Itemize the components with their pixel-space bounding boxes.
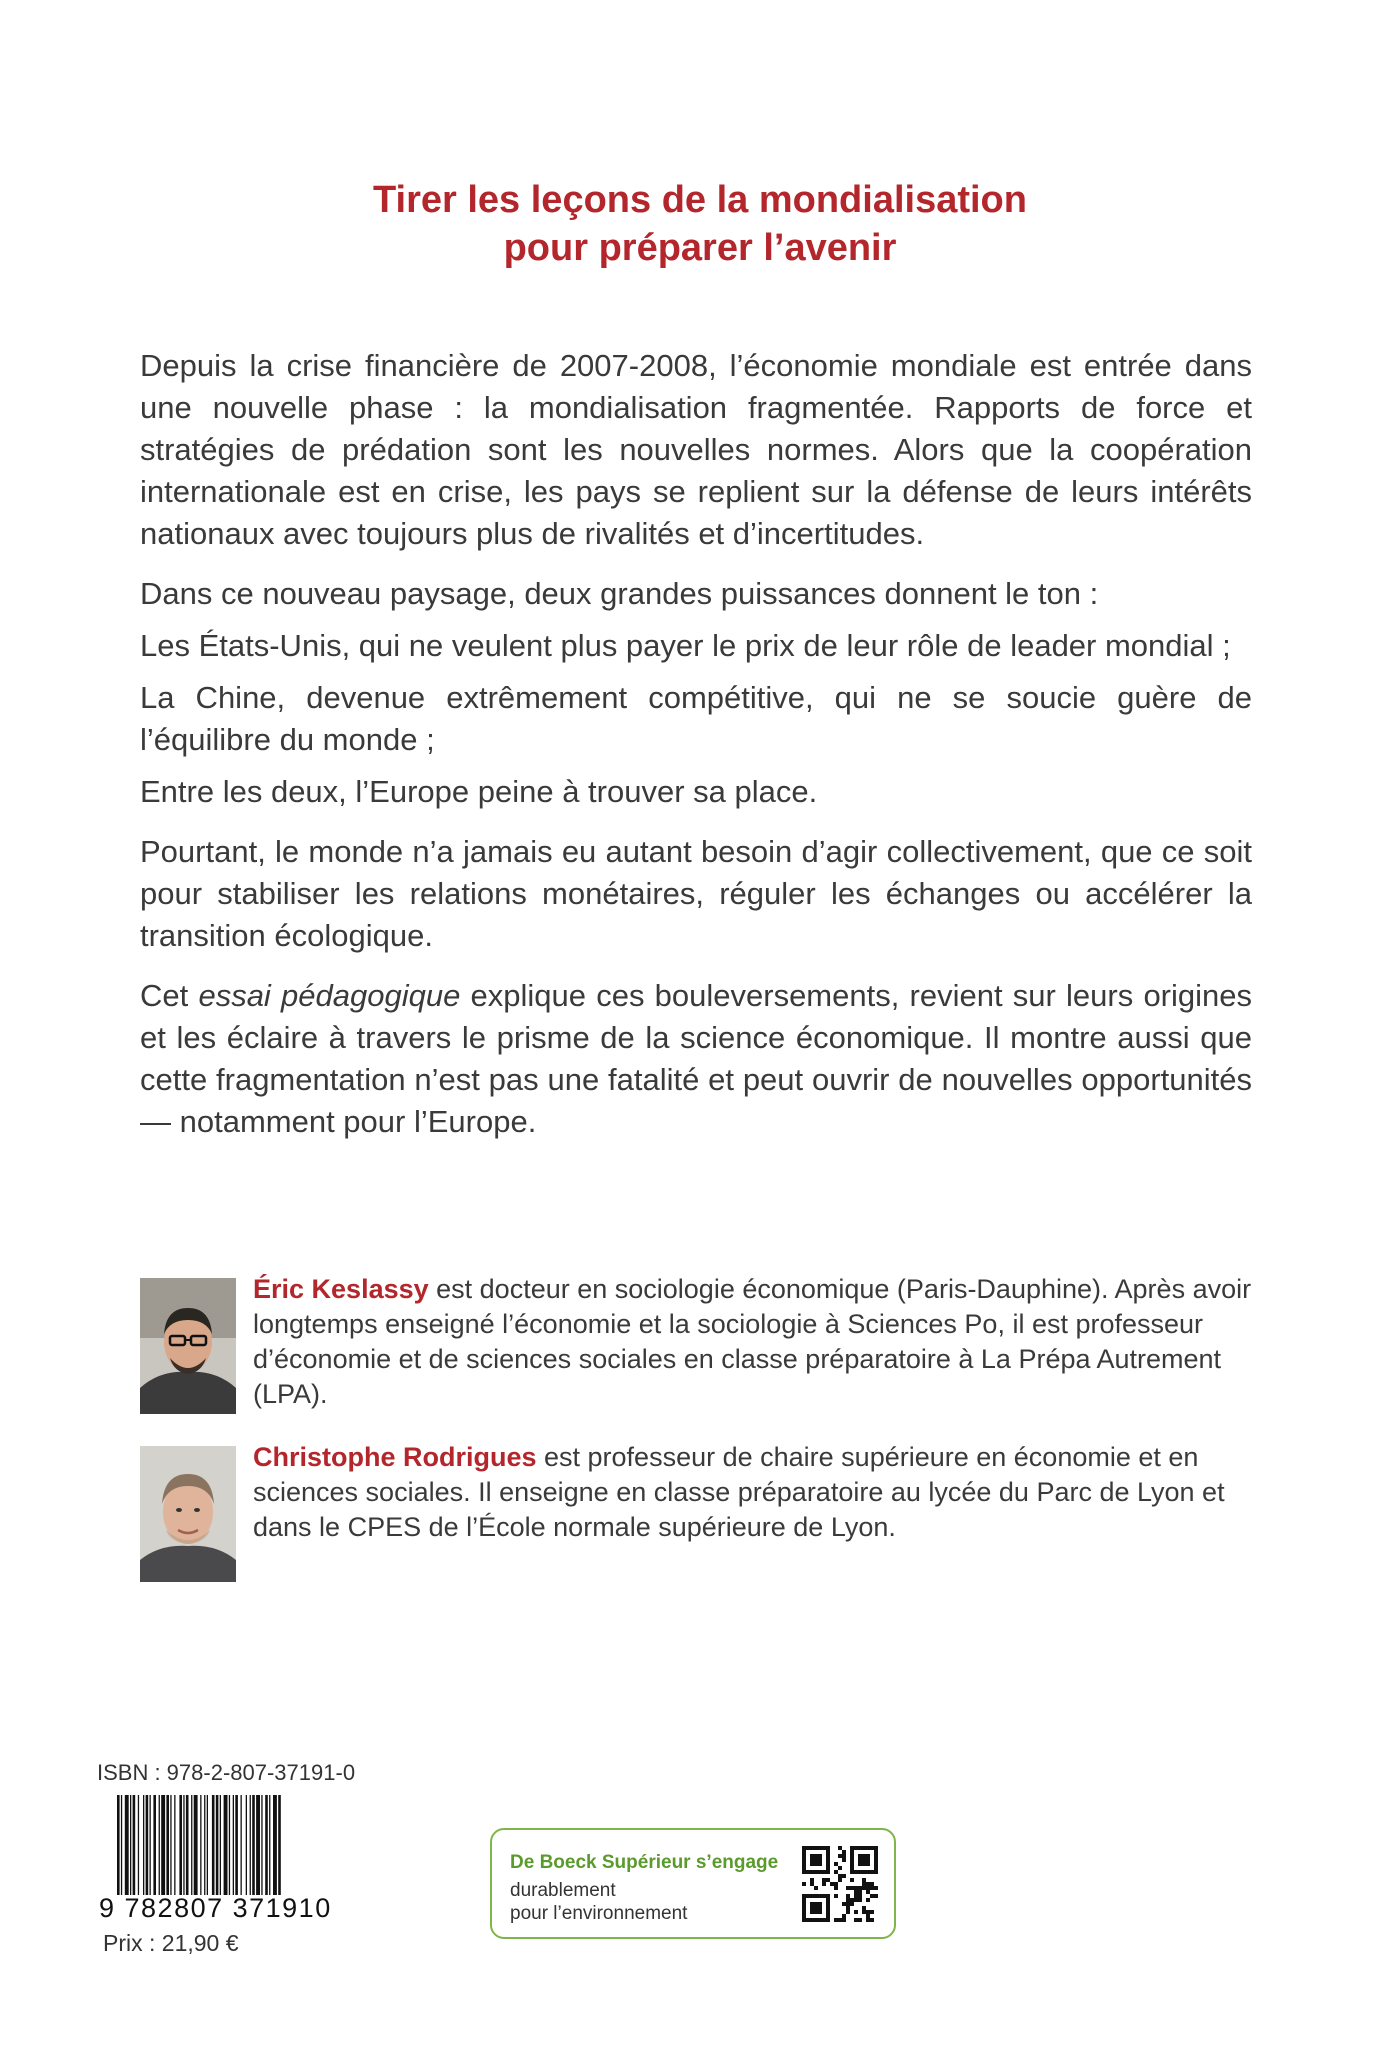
author-1-bio: [253, 1272, 1253, 1412]
author-1: [140, 1272, 1252, 1422]
back-cover-title: [0, 176, 1400, 272]
blurb-paragraph-7: [140, 975, 1252, 1143]
isbn-text: ISBN : 978-2-807-37191-0: [97, 1760, 356, 1785]
eco-badge-line-1: durablement: [510, 1880, 616, 1901]
author-1-name: Éric Keslassy: [253, 1274, 429, 1304]
author-portrait-icon: [140, 1278, 236, 1414]
blurb-paragraph-2: Dans ce nouveau paysage, deux grandes puissances donnent le ton :: [140, 576, 1099, 611]
author-2: [140, 1440, 1252, 1590]
author-portrait-icon: [140, 1446, 236, 1582]
p7-italic: essai pédagogique: [198, 978, 461, 1013]
author-1-description: est docteur en sociologie économique (Paris-Dauphine). Après avoir longtemps enseigné l’économie et la sociologie à Sciences Po, il est professeur d’économie et de sciences sociales en classe préparatoire à La Prépa Autrement (LPA).: [253, 1274, 1252, 1409]
barcode-digits: 9 782807 371910: [99, 1893, 332, 1923]
title-line-2: pour préparer l’avenir: [503, 227, 897, 269]
eco-badge-line-2: pour l’environnement: [510, 1903, 688, 1924]
blurb: [140, 345, 1252, 1161]
p7-before: Cet: [140, 978, 199, 1013]
blurb-paragraph-6: Pourtant, le monde n’a jamais eu autant besoin d’agir collectivement, que ce soit pour stabiliser les relations monétaires, réguler les échanges ou accélérer la transition écologique.: [140, 834, 1252, 953]
blurb-paragraph-4: La Chine, devenue extrêmement compétitive, qui ne se soucie guère de l’équilibre du monde ;: [140, 680, 1252, 757]
blurb-paragraph-3: Les États-Unis, qui ne veulent plus payer le prix de leur rôle de leader mondial ;: [140, 628, 1231, 663]
eco-badge: [490, 1828, 896, 1939]
qr-code-icon[interactable]: [802, 1846, 878, 1922]
blurb-paragraph-5: Entre les deux, l’Europe peine à trouver sa place.: [140, 774, 818, 809]
title-line-1: Tirer les leçons de la mondialisation: [373, 179, 1027, 221]
author-2-bio: [253, 1440, 1253, 1545]
barcode-icon: [117, 1795, 354, 1895]
p7-after: explique ces bouleversements, revient sur leurs origines et les éclaire à travers le prisme de la science économique. Il montre aussi que cette fragmentation n’est pas une fatalité et peut ouvrir de nouvelles opportunités — notamment pour l’Europe.: [140, 978, 1253, 1139]
price-text: Prix : 21,90 €: [103, 1930, 239, 1956]
author-2-name: Christophe Rodrigues: [253, 1442, 537, 1472]
blurb-paragraph-1: Depuis la crise financière de 2007-2008, l’économie mondiale est entrée dans une nouvelle phase : la mondialisation fragmentée. Rapports de force et stratégies de prédation sont les nouvelles normes. Alors que la coopération internationale est en crise, les pays se replient sur la défense de leurs intérêts nationaux avec toujours plus de rivalités et d’incertitudes.: [140, 348, 1252, 551]
eco-badge-brand: De Boeck Supérieur s’engage: [510, 1852, 779, 1873]
author-2-description: est professeur de chaire supérieure en économie et en sciences sociales. Il enseigne en classe préparatoire au lycée du Parc de Lyon et dans le CPES de l’École normale supérieure de Lyon.: [253, 1442, 1225, 1542]
